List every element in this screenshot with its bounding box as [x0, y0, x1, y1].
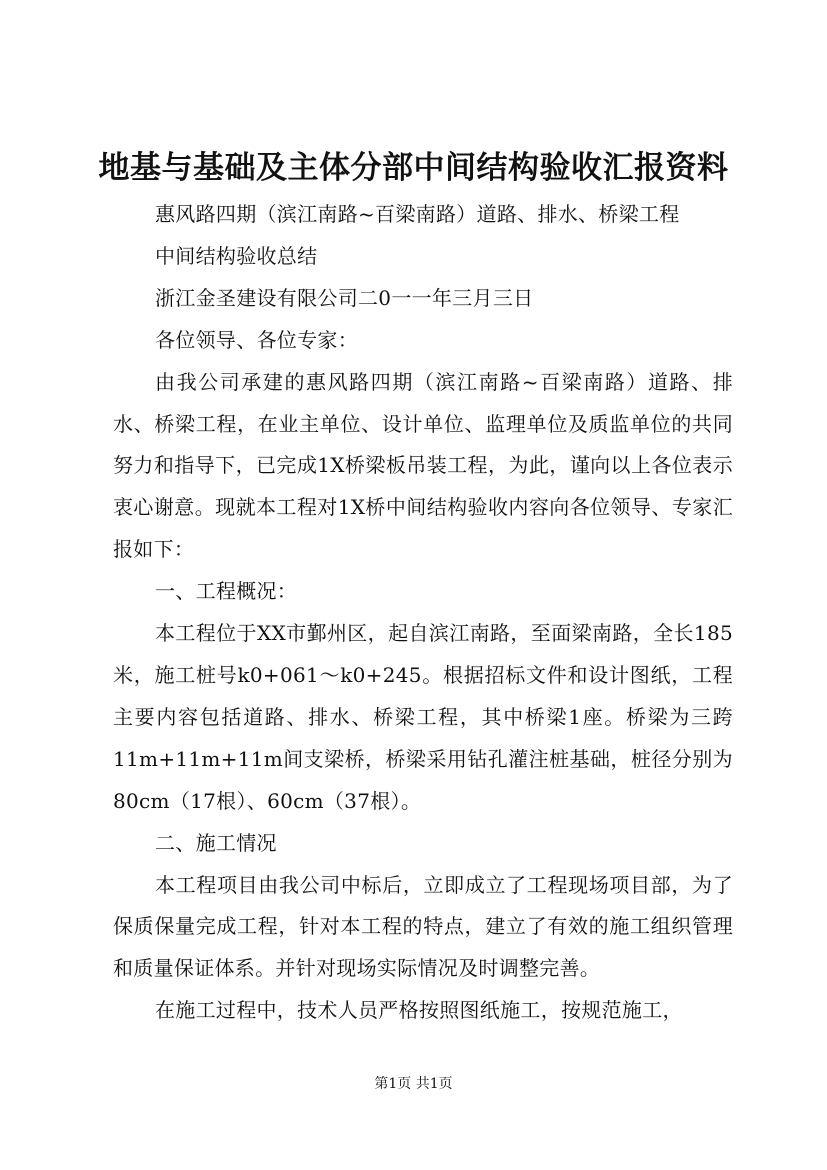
document-body — [113, 194, 733, 1032]
intro-paragraph: 由我公司承建的惠风路四期（滨江南路~百梁南路）道路、排水、桥梁工程，在业主单位、设计单位、监理单位及质监单位的共同努力和指导下，已完成1X桥梁板吊装工程，为此，谨向以上各位表示衷心谢意。现就本工程对1X桥中间结构验收内容向各位领导、专家汇报如下： — [113, 369, 733, 562]
process-paragraph: 在施工过程中，技术人员严格按照图纸施工，按规范施工， — [155, 998, 683, 1023]
page-number-footer: 第1页 共1页 — [374, 1076, 453, 1092]
section-heading-construction: 二、施工情况 — [155, 830, 277, 855]
company-date-line: 浙江金圣建设有限公司二0一一年三月三日 — [155, 285, 534, 310]
overview-paragraph: 本工程位于XX市鄞州区，起自滨江南路，至面梁南路，全长185米，施工桩号k0+061～k0+245。根据招标文件和设计图纸，工程主要内容包括道路、排水、桥梁工程，其中桥梁1座。桥梁为三跨11m+11m+11m间支梁桥，桥梁采用钻孔灌注桩基础，桩径分别为80cm（17根）、60cm（37根）。 — [113, 621, 733, 813]
subtitle-line: 中间结构验收总结 — [155, 243, 318, 268]
construction-paragraph: 本工程项目由我公司中标后，立即成立了工程现场项目部，为了保质保量完成工程，针对本工程的特点，建立了有效的施工组织管理和质量保证体系。并针对现场实际情况及时调整完善。 — [113, 872, 733, 981]
salutation-line: 各位领导、各位专家： — [155, 327, 358, 352]
document-title: 地基与基础及主体分部中间结构验收汇报资料 — [98, 150, 729, 186]
section-heading-overview: 一、工程概况： — [155, 579, 298, 604]
project-name-line: 惠风路四期（滨江南路~百梁南路）道路、排水、桥梁工程 — [155, 202, 680, 226]
